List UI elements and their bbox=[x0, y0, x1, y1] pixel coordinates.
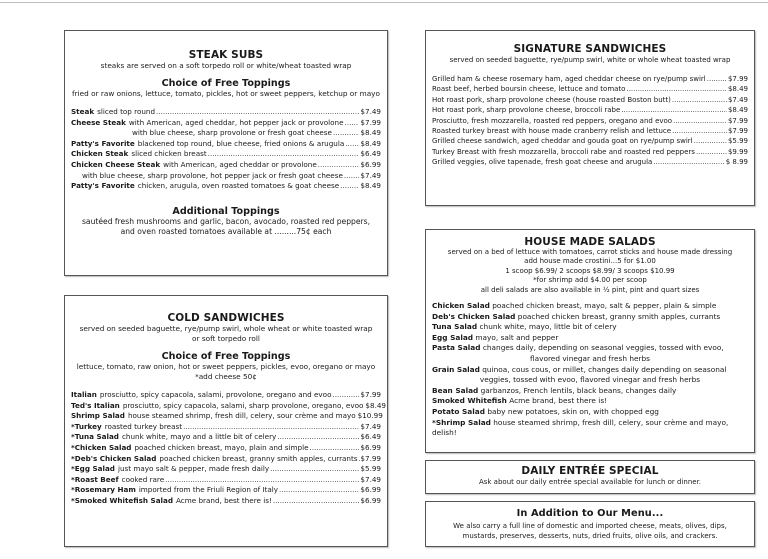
item-price: $7.99 bbox=[360, 117, 381, 127]
in-addition-line1: We also carry a full line of domestic and imported cheese, meats, olives, dips, bbox=[453, 522, 727, 530]
item-price: $8.49 bbox=[727, 85, 748, 94]
menu-item: Grilled ham & cheese rosemary ham, aged cheddar cheese on rye/pump swirl ..... $7.99 bbox=[432, 74, 748, 84]
menu-item: Prosciutto, fresh mozzarella, roasted red peppers, oregano and evoo ..... $7.99 bbox=[432, 116, 748, 126]
menu-item: Chicken Cheese Steak with American, aged cheddar or provolone ..... $6.99 bbox=[71, 160, 381, 171]
salad-item: Tuna Salad chunk white, mayo, little bit of celery bbox=[432, 322, 617, 332]
item-price: $7.49 bbox=[360, 170, 381, 180]
item-price: $ 8.99 bbox=[725, 158, 748, 167]
menu-item: *Smoked Whitefish Salad Acme brand, best there is! ..... $6.99 bbox=[71, 496, 381, 507]
salad-item: Potato Salad baby new potatoes, skin on, with chopped egg bbox=[432, 406, 659, 416]
salads-info: served on a bed of lettuce with tomatoes, carrot sticks and house made dressing bbox=[447, 248, 733, 256]
menu-item: *Egg Salad just mayo salt & pepper, made fresh daily ..... $5.99 bbox=[71, 464, 381, 475]
salads-list bbox=[432, 301, 748, 439]
cold-sandwiches-section bbox=[64, 295, 388, 547]
menu-item: *Chicken Salad poached chicken breast, mayo, plain and simple ..... $6.99 bbox=[71, 443, 381, 454]
salad-item: Grain Salad quinoa, cous cous, or millet, changes daily depending on seasonal bbox=[432, 364, 727, 374]
item-price: $6.99 bbox=[360, 442, 381, 452]
page-top-rule bbox=[0, 2, 768, 3]
salads-price-info: 1 scoop $6.99/ 2 scoops $8.99/ 3 scoops $10.99 bbox=[505, 266, 675, 275]
item-price: $8.49 bbox=[365, 400, 386, 410]
menu-item-variant: with blue cheese, sharp provolone or fresh goat cheese ..... $8.49 bbox=[71, 128, 381, 139]
menu-item: Roast beef, herbed boursin cheese, lettuce and tomato ..... $8.49 bbox=[432, 84, 748, 94]
item-price: $7.49 bbox=[360, 474, 381, 484]
signature-sandwiches-section bbox=[425, 30, 755, 206]
menu-item: Cheese Steak with American, aged cheddar, hot pepper jack or provolone ..... $7.99 bbox=[71, 118, 381, 129]
menu-item: Hot roast pork, sharp provolone cheese, broccoli rabe ..... $8.49 bbox=[432, 105, 748, 115]
item-price: $5.99 bbox=[727, 137, 748, 146]
menu-item: *Tuna Salad chunk white, mayo and a little bit of celery ..... $6.49 bbox=[71, 432, 381, 443]
menu-item: Turkey Breast with fresh mozzarella, broccoli rabe and roasted red peppers ..... $9.99 bbox=[432, 147, 748, 157]
menu-item: *Deb's Chicken Salad poached chicken breast, granny smith apples, currants ..... $7.99 bbox=[71, 454, 381, 465]
menu-item: Steak sliced top round ..... $7.49 bbox=[71, 107, 381, 118]
item-price: $8.49 bbox=[360, 128, 381, 138]
additional-toppings-heading: Additional Toppings bbox=[172, 205, 280, 217]
menu-item: Hot roast pork, sharp provolone cheese (house roasted Boston butt) ..... $7.49 bbox=[432, 95, 748, 105]
house-salads-section bbox=[425, 229, 755, 453]
menu-item: Patty's Favorite chicken, arugula, oven roasted tomatoes & goat cheese ..... $8.49 bbox=[71, 181, 381, 192]
item-price: $7.99 bbox=[360, 453, 381, 463]
section-title: SIGNATURE SANDWICHES bbox=[513, 43, 667, 55]
menu-item: Grilled veggies, olive tapenade, fresh goat cheese and arugula ..... $ 8.99 bbox=[432, 157, 748, 167]
item-price: $7.99 bbox=[727, 127, 748, 136]
section-subtitle: or soft torpedo roll bbox=[192, 334, 260, 343]
salad-item: Egg Salad mayo, salt and pepper bbox=[432, 332, 559, 342]
item-price: $7.99 bbox=[727, 116, 748, 125]
section-subtitle: served on seeded baguette, rye/pump swirl, whole wheat or white toasted wrap bbox=[79, 324, 373, 333]
menu-item: Patty's Favorite blackened top round, blue cheese, fried onions & arugula ..... $8.49 bbox=[71, 139, 381, 150]
steak-subs-section bbox=[64, 30, 388, 276]
in-addition-line2: mustards, preserves, desserts, nuts, dried fruits, olive oils, and crackers. bbox=[462, 532, 718, 540]
daily-special-text: Ask about our daily entrée special available for lunch or dinner. bbox=[478, 478, 702, 486]
additional-toppings-line1: sautéed fresh mushrooms and garlic, bacon, avocado, roasted red peppers, bbox=[81, 216, 371, 226]
menu-item: Italian prosciutto, spicy capacola, salami, provolone, oregano and evoo ..... $7.99 bbox=[71, 390, 381, 401]
item-price: $7.49 bbox=[360, 107, 381, 116]
salad-item: Bean Salad garbanzos, French lentils, black beans, changes daily bbox=[432, 385, 677, 395]
item-price: $6.99 bbox=[360, 485, 381, 495]
menu-item: Roasted turkey breast with house made cranberry relish and lettuce ..... $7.99 bbox=[432, 126, 748, 136]
menu-item: Ted's Italian prosciutto, spicy capacola, salami, sharp provolone, oregano, evoo $8.49 bbox=[71, 400, 386, 410]
menu-item: *Rosemary Ham imported from the Friuli Region of Italy ..... $6.99 bbox=[71, 485, 381, 496]
in-addition-section bbox=[425, 501, 755, 547]
menu-item: *Roast Beef cooked rare ..... $7.49 bbox=[71, 475, 381, 486]
salad-item-continued: veggies, tossed with evoo, flavored vinegar and fresh herbs bbox=[479, 375, 701, 385]
item-price: $10.99 bbox=[357, 411, 383, 421]
item-price: $9.99 bbox=[727, 147, 748, 156]
additional-toppings-line2: and oven roasted tomatoes available at .........75¢ each bbox=[120, 226, 332, 236]
salad-item: Deb's Chicken Salad poached chicken breast, granny smith apples, currants bbox=[432, 311, 721, 321]
section-title: COLD SANDWICHES bbox=[167, 312, 285, 324]
item-price: $7.49 bbox=[727, 95, 748, 104]
salad-item-continued: delish! bbox=[432, 428, 457, 438]
salads-info: *for shrimp add $4.00 per scoop bbox=[533, 276, 647, 285]
salads-info: add house made crostini...5 for $1.00 bbox=[524, 257, 656, 266]
cold-items-list bbox=[71, 390, 386, 507]
section-subtitle: steaks are served on a soft torpedo roll or white/wheat toasted wrap bbox=[100, 61, 352, 70]
steak-items-list bbox=[71, 107, 381, 192]
toppings-note: *add cheese 50¢ bbox=[195, 372, 257, 381]
menu-item-variant: with blue cheese, sharp provolone, hot pepper jack or fresh goat cheese ..... $7.49 bbox=[71, 171, 381, 182]
menu-item: Grilled cheese sandwich, aged cheddar and gouda goat on rye/pump swirl ..... $5.99 bbox=[432, 136, 748, 146]
item-price: $7.99 bbox=[727, 75, 748, 83]
salad-item: Chicken Salad poached chicken breast, mayo, salt & pepper, plain & simple bbox=[432, 301, 717, 311]
salad-item: Smoked Whitefish Acme brand, best there is! bbox=[432, 396, 608, 406]
section-title: STEAK SUBS bbox=[188, 49, 264, 61]
item-price: $6.99 bbox=[360, 159, 381, 169]
daily-special-section bbox=[425, 460, 755, 494]
signature-items-list bbox=[432, 74, 748, 168]
toppings-text: fried or raw onions, lettuce, tomato, pickles, hot or sweet peppers, ketchup or mayo bbox=[72, 89, 380, 98]
menu-item: *Turkey roasted turkey breast ..... $7.49 bbox=[71, 422, 381, 433]
section-title: DAILY ENTRÉE SPECIAL bbox=[521, 465, 659, 477]
salads-info: all deli salads are also available in ½ pint, pint and quart sizes bbox=[480, 285, 700, 294]
menu-item: Shrimp Salad house steamed shrimp, fresh dill, celery, sour crème and mayo $10.99 bbox=[71, 411, 383, 421]
item-price: $8.49 bbox=[360, 138, 381, 148]
item-price: $6.49 bbox=[360, 432, 381, 442]
toppings-heading: Choice of Free Toppings bbox=[161, 78, 291, 89]
toppings-text: lettuce, tomato, raw onion, hot or sweet peppers, pickles, evoo, oregano or mayo bbox=[76, 362, 376, 371]
salad-item: Pasta Salad changes daily, depending on seasonal veggies, tossed with evoo, bbox=[432, 343, 724, 353]
item-price: $6.49 bbox=[360, 149, 381, 159]
section-subtitle: served on seeded baguette, rye/pump swirl, white or whole wheat toasted wrap bbox=[449, 56, 731, 64]
item-price: $5.99 bbox=[360, 464, 381, 474]
menu-item: Chicken Steak sliced chicken breast ..... $6.49 bbox=[71, 149, 381, 160]
salad-item-continued: flavored vinegar and fresh herbs bbox=[529, 354, 651, 363]
toppings-heading: Choice of Free Toppings bbox=[161, 351, 291, 362]
item-price: $8.49 bbox=[727, 106, 748, 115]
item-price: $7.99 bbox=[360, 390, 381, 399]
item-price: $7.49 bbox=[360, 421, 381, 431]
item-price: $6.99 bbox=[360, 495, 381, 505]
section-title: HOUSE MADE SALADS bbox=[524, 236, 656, 248]
item-price: $8.49 bbox=[360, 181, 381, 191]
section-title: In Addition to Our Menu... bbox=[516, 508, 664, 519]
salad-item: *Shrimp Salad house steamed shrimp, fresh dill, celery, sour crème and mayo, bbox=[432, 417, 729, 427]
